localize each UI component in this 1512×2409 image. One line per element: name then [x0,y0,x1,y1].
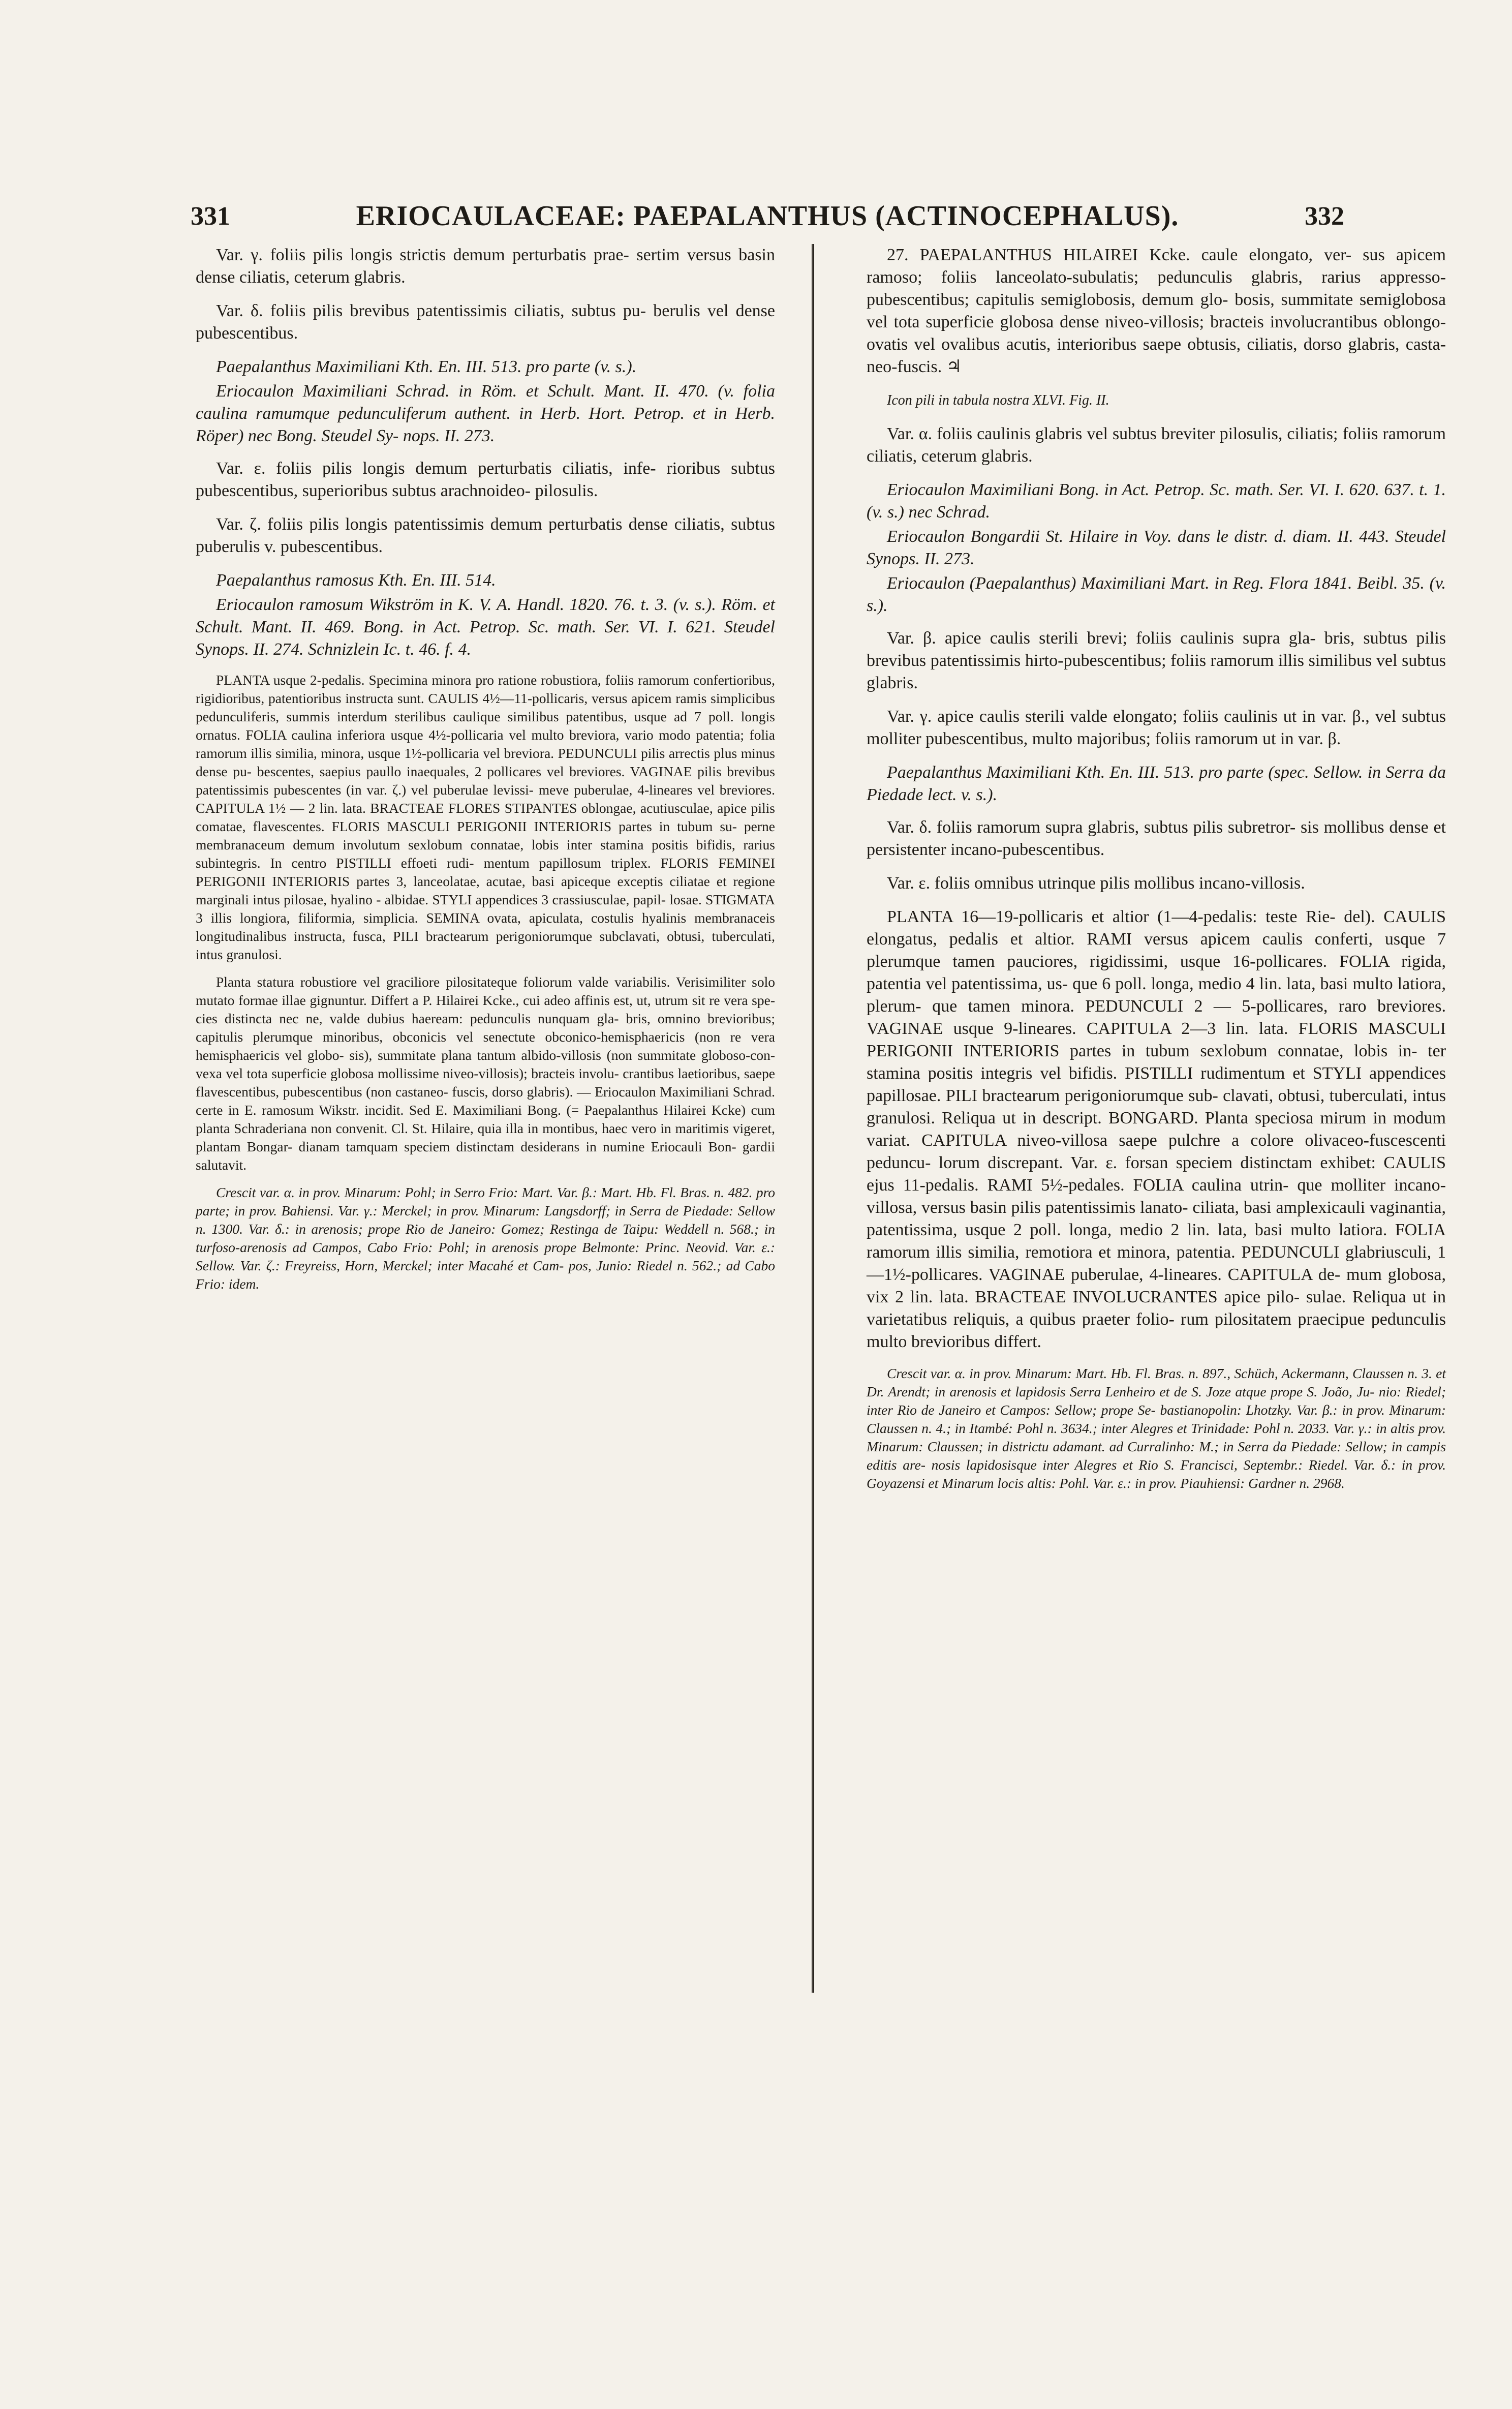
species-heading: 27. PAEPALANTHUS HILAIREI Kcke. caule elongato, ver- sus apicem ramoso; foliis lanceolato-subulatis; pedunculis glabris, rarius appresso-pubescentibus; capitulis semiglobosis, demum glo- bosis, summitate semiglobosa vel tota superficie globosa dense niveo-villosis; bracteis involucrantibus oblongo-ovatis vel ovalibus acutis, interioribus saepe obtusis, ciliatis, dorso glabris, casta- neo-fuscis. ♃ [867,246,1446,376]
page-number-right: 332 [1304,201,1344,231]
variety-beta: Var. β. apice caulis sterili brevi; foliis caulinis supra gla- bris, subtus pilis brevibus patentissimis hirto-pubescentibus; foliis ramorum illis similibus vel subtus glabris. [867,629,1446,692]
plant-description: PLANTA 16—19-pollicaris et altior (1—4-pedalis: teste Rie- del). CAULIS elongatus, pedalis et altior. RAMI versus apicem caulis conferti, usque 7 plerumque tamen pauciores, rigidissimi, usque 16-pollicares. FOLIA rigida, patentia vel patentissima, us- que 6 poll. longa, medio 4 lin. lata, basi multo latiora, plerum- que tamen minora. PEDUNCULI 2 — 5-pollicares, raro breviores. VAGINAE usque 9-lineares. CAPITULA 2—3 lin. lata. FLORIS MASCULI PERIGONII INTERIORIS partes in tubum sexlobum connatae, lobis in- ter stamina positis integris vel bifidis. PISTILLI rudimentum et STYLI appendices papillosae. PILI bractearum perigoniorumque sub- clavati, obtusi, tuberculati, intus granulosi. Reliqua ut in descript. BONGARD. Planta speciosa mirum in modum variat. CAPITULA niveo-villosa saepe pulchre a colore olivaceo-fuscescenti peduncu- lorum discrepant. Var. ε. forsan speciem distinctam exhibet: CAULIS ejus 11-pedalis. RAMI 5½-pedales. FOLIA caulina utrin- que molliter incano-villosa, versus basin pilis patentissimis lanato- ciliata, basi amplexicauli vaginantia, patentissima, usque 2 poll. longa, medio 2 lin. lata, basi multo latiora. FOLIA ramorum illis similia, remotiora et minora, patentia. PEDUNCULI glabriusculi, 1—1½-pollicares. VAGINAE puberulae, 4-lineares. CAPITULA de- mum globosa, vix 2 lin. lata. BRACTEAE INVOLUCRANTES apice pilo- sulae. Reliqua ut in varietatibus reliquis, a quibus praeter folio- rum pilositatem praecipue pedunculis multo brevioribus differt. [867,907,1446,1351]
icon-note: Icon pili in tabula nostra XLVI. Fig. II. [887,392,1109,408]
synonym: Eriocaulon (Paepalanthus) Maximiliani Mart. in Reg. Flora 1841. Beibl. 35. (v. s.). [867,574,1446,615]
page-number-left: 331 [191,201,230,231]
variety-epsilon: Var. ε. foliis pilis longis demum perturbatis ciliatis, infe- rioribus subtus pubescentibus, superioribus subtus arachnoideo- pilosulis. [196,459,775,500]
synonym: Eriocaulon Bongardii St. Hilaire in Voy. dans le distr. d. diam. II. 443. Steudel Synops. II. 273. [867,527,1446,568]
synonym: Paepalanthus ramosus Kth. En. III. 514. [216,571,496,590]
running-title: ERIOCAULACEAE: PAEPALANTHUS (ACTINOCEPHALUS). [356,200,1179,232]
synonym: Paepalanthus Maximiliani Kth. En. III. 513. pro parte (v. s.). [216,357,637,376]
column-divider [812,244,814,1993]
distribution: Crescit var. α. in prov. Minarum: Mart. Hb. Fl. Bras. n. 897., Schüch, Ackermann, Claussen n. 3. et Dr. Arendt; in arenosis et lapidosis Serra Lenheiro et de S. Joze atque prope S. João, Ju- nio: Riedel; inter Rio de Janeiro et Campos: Sellow; prope Se- bastianopolin: Lhotzky. Var. β.: in prov. Minarum: Claussen n. 4.; in Itambé: Pohl n. 3634.; inter Alegres et Trinidade: Pohl n. 2033. Var. γ.: in altis prov. Minarum: Claussen; in districtu adamant. ad Curralinho: M.; in Serra da Piedade: Sellow; in campis editis are- nosis lapidosisque inter Alegres et Rio S. Francisci, Septembr.: Riedel. Var. δ.: in prov. Goyazensi et Minarum locis altis: Pohl. Var. ε.: in prov. Piauhiensi: Gardner n. 2968. [867,1365,1446,1491]
variety-gamma: Var. γ. foliis pilis longis strictis demum perturbatis prae- sertim versus basin dense ciliatis, ceterum glabris. [196,246,775,287]
synonym: Eriocaulon ramosum Wikström in K. V. A. Handl. 1820. 76. t. 3. (v. s.). Röm. et Schult. Mant. II. 469. Bong. in Act. Petrop. Sc. math. Ser. VI. I. 621. Steudel Synops. II. 274. Schnizlein Ic. t. 46. f. 4. [196,595,775,659]
synonym: Eriocaulon Maximiliani Schrad. in Röm. et Schult. Mant. II. 470. (v. folia caulina ramumque pedunculiferum authent. in Herb. Hort. Petrop. et in Herb. Röper) nec Bong. Steudel Sy- nops. II. 273. [196,382,775,445]
synonym: Eriocaulon Maximiliani Bong. in Act. Petrop. Sc. math. Ser. VI. I. 620. 637. t. 1. (v. s.) nec Schrad. [867,480,1446,522]
distribution: Crescit var. α. in prov. Minarum: Pohl; in Serro Frio: Mart. Var. β.: Mart. Hb. Fl. Bras. n. 482. pro parte; in prov. Bahiensi. Var. γ.: Merckel; in prov. Minarum: Langsdorff; in Serra de Piedade: Sellow n. 1300. Var. δ.: in arenosis; prope Rio de Janeiro: Gomez; Restinga de Taipu: Weddell n. 568.; in turfoso-arenosis ad Campos, Cabo Frio: Pohl; in arenosis prope Belmonte: Princ. Neovid. Var. ε.: Sellow. Var. ζ.: Freyreiss, Horn, Merckel; inter Macahé et Cam- pos, Junio: Riedel n. 562.; ad Cabo Frio: idem. [196,1184,775,1292]
page-header [191,198,1344,234]
right-column [867,244,1446,1502]
left-column [196,244,775,1302]
variety-delta: Var. δ. foliis pilis brevibus patentissimis ciliatis, subtus pu- berulis vel dense pubescentibus. [196,301,775,343]
variety-epsilon: Var. ε. foliis omnibus utrinque pilis mollibus incano-villosis. [887,874,1305,893]
synonym: Paepalanthus Maximiliani Kth. En. III. 513. pro parte (spec. Sellow. in Serra da Piedade lect. v. s.). [867,763,1446,804]
variety-zeta: Var. ζ. foliis pilis longis patentissimis demum perturbatis dense ciliatis, subtus puberulis v. pubescentibus. [196,515,775,556]
variety-delta: Var. δ. foliis ramorum supra glabris, subtus pilis subretror- sis mollibus dense et persistenter incano-pubescentibus. [867,818,1446,859]
taxonomic-notes: Planta statura robustiore vel graciliore pilositateque foliorum valde variabilis. Verisimiliter solo mutato formae illae gignuntur. Differt a P. Hilairei Kcke., cui adeo affinis est, ut, utrum sit re vera spe- cies distincta nec ne, valde dubius haeream: pedunculis nunquam gla- bris, omnino brevioribus; capitulis plerumque minoribus, obconicis vel senectute obconico-hemisphaericis (non re vera hemisphaericis vel globo- sis), summitate plana tantum albido-villosis (non summitate globoso-con- vexa vel tota superficie globosa mollissime niveo-villosis); bracteis involu- crantibus laetioribus, saepe flavescentibus, pubescentibus (non castaneo- fuscis, dorso glabris). — Eriocaulon Maximiliani Schrad. certe in E. ramosum Wikstr. incidit. Sed E. Maximiliani Bong. (= Paepalanthus Hilairei Kcke) cum planta Schraderiana non convenit. Cl. St. Hilaire, quia illa in montibus, haec vero in maritimis vigeret, plantam Bongar- dianam tamquam speciem distinctam desiderans in numine Eriocauli Bon- gardii salutavit. [196,974,775,1173]
plant-description: PLANTA usque 2-pedalis. Specimina minora pro ratione robustiora, foliis ramorum confertioribus, rigidioribus, patentioribus instructa sunt. CAULIS 4½—11-pollicaris, versus apicem ramis simplicibus pedunculiferis, summis interdum sterilibus caulique similibus patentibus, usque ad 7 poll. longis ornatus. FOLIA caulina inferiora usque 4½-pollicaria vel multo breviora, vario modo patentia; folia ramorum illis similia, minora, usque 1½-pollicaria vel breviora. PEDUNCULI pilis arrectis plus minus dense pu- bescentes, saepius paullo inaequales, 2 pollicares vel breviores. VAGINAE pilis brevibus patentissimis pubescentes (in var. ζ.) vel puberulae levissi- meve puberulae, 4-lineares vel breviores. CAPITULA 1½ — 2 lin. lata. BRACTEAE FLORES STIPANTES oblongae, acutiusculae, apice pilis comatae, flavescentes. FLORIS MASCULI PERIGONII INTERIORIS partes in tubum su- perne membranaceum demum involutum sexlobum connatae, lobis inter stamina positis bifidis, rarius subintegris. In centro PISTILLI effoeti rudi- mentum papillosum triplex. FLORIS FEMINEI PERIGONII INTERIORIS partes 3, lanceolatae, acutae, basi apiceque exceptis ciliatae et regione marginali intus pilosae, hyalino - albidae. STYLI appendices 3 crassiusculae, papil- losae. STIGMATA 3 illis longiora, filiformia, simplicia. SEMINA ovata, apiculata, costulis hyalinis membranaceis longitudinalibus instructa, fusca, PILI bractearum perigoniorumque subclavati, obtusi, tuberculati, intus granulosi. [196,672,775,962]
variety-gamma: Var. γ. apice caulis sterili valde elongato; foliis caulinis ut in var. β., vel subtus molliter pubescentibus, multo majoribus; foliis ramorum ut in var. β. [867,707,1446,748]
variety-alpha: Var. α. foliis caulinis glabris vel subtus breviter pilosulis, ciliatis; foliis ramorum ciliatis, ceterum glabris. [867,424,1446,466]
